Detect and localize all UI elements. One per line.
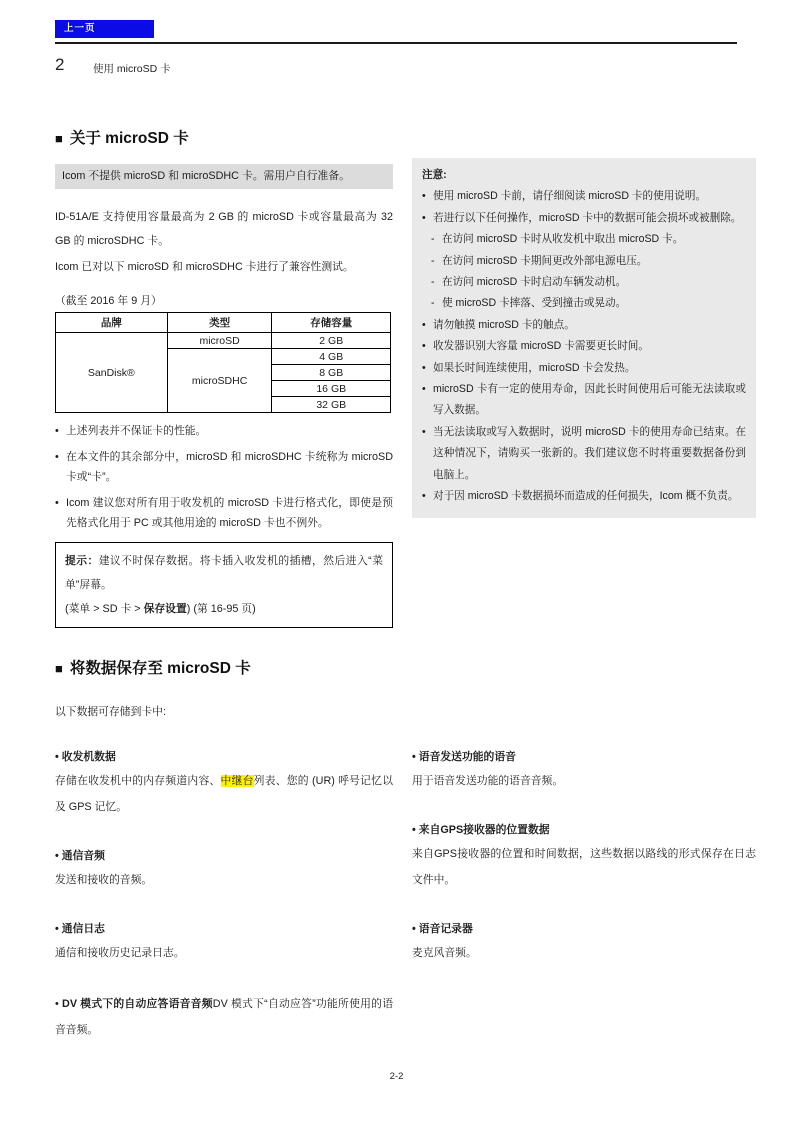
bullet-icon: • bbox=[55, 923, 59, 935]
save-item-body: 发送和接收的音频。 bbox=[55, 874, 153, 886]
save-right-column bbox=[412, 746, 756, 1068]
bullet-icon: • bbox=[55, 998, 59, 1010]
save-item-body: 麦克风音频。 bbox=[412, 947, 477, 959]
save-item-body: 来自GPS接收器的位置和时间数据，这些数据以路线的形式保存在日志文件中。 bbox=[412, 848, 756, 886]
dash-icon: - bbox=[431, 276, 435, 289]
bullet-icon: • bbox=[422, 340, 426, 353]
save-item-heading: • 语音发送功能的语音 bbox=[412, 751, 516, 763]
bullet-icon: • bbox=[55, 850, 59, 862]
notice-item: • 请勿触摸 microSD 卡的触点。 bbox=[422, 315, 746, 336]
dash-icon: - bbox=[431, 297, 435, 310]
page-number: 2-2 bbox=[389, 1071, 404, 1082]
tip-menu-path: (菜单 > SD 卡 > 保存设置) (第 16-95 页) bbox=[65, 602, 256, 615]
notice-item: • 若进行以下任何操作，microSD 卡中的数据可能会损坏或被删除。 bbox=[422, 208, 746, 229]
bullet-icon: • bbox=[422, 361, 426, 374]
table-header-type: 类型 bbox=[167, 313, 272, 333]
notice-item: • 收发器识别大容量 microSD 卡需要更长时间。 bbox=[422, 336, 746, 357]
table-row bbox=[56, 333, 391, 349]
capacity-cell: 32 GB bbox=[272, 397, 391, 413]
save-left-column bbox=[55, 746, 393, 1068]
save-item-inline: • DV 模式下的自动应答语音音频DV 模式下“自动应答”功能所使用的语音音频。 bbox=[55, 998, 394, 1036]
notice-label: 注意: bbox=[422, 169, 447, 181]
list-item bbox=[55, 493, 393, 534]
table-header-capacity: 存储容量 bbox=[272, 313, 391, 333]
save-item-heading: • 通信音频 bbox=[55, 850, 105, 862]
table-caption: （截至 2016 年 9 月） bbox=[55, 295, 162, 307]
notice-subitem: - 使 microSD 卡摔落、受到撞击或晃动。 bbox=[422, 293, 746, 314]
about-bullet-list bbox=[55, 421, 393, 534]
save-item-body: 用于语音发送功能的语音音频。 bbox=[412, 775, 564, 787]
tip-box bbox=[55, 542, 393, 628]
capacity-cell: 4 GB bbox=[272, 349, 391, 365]
save-item-gps-position bbox=[412, 819, 756, 893]
header-divider bbox=[55, 42, 737, 44]
save-item-heading: • 语音记录器 bbox=[412, 923, 473, 935]
list-item-text: 在本文件的其余部分中，microSD 和 microSDHC 卡统称为 microSD 卡或“卡”。 bbox=[66, 450, 393, 483]
save-item-body: 通信和接收历史记录日志。 bbox=[55, 947, 185, 959]
tip-text bbox=[65, 549, 383, 597]
bullet-icon: • bbox=[55, 496, 59, 509]
bullet-icon: • bbox=[422, 211, 426, 224]
capacity-cell: 2 GB bbox=[272, 333, 391, 349]
notice-subitem: - 在访问 microSD 卡时从收发机中取出 microSD 卡。 bbox=[422, 229, 746, 250]
about-section bbox=[55, 126, 393, 628]
save-section-title bbox=[55, 656, 756, 678]
save-item-dv-auto-reply bbox=[55, 991, 393, 1043]
save-item-communication-audio bbox=[55, 845, 393, 893]
capacity-cell: 16 GB bbox=[272, 381, 391, 397]
capacity-cell: 8 GB bbox=[272, 365, 391, 381]
save-title-text: 将数据保存至 microSD 卡 bbox=[69, 660, 251, 677]
notice-subitem: - 在访问 microSD 卡期间更改外部电源电压。 bbox=[422, 251, 746, 272]
save-item-heading: DV 模式下的自动应答语音音频 bbox=[62, 998, 213, 1010]
brand-cell: SanDisk® bbox=[56, 333, 168, 413]
chapter-number: 2 bbox=[55, 55, 65, 74]
chapter-title: 使用 microSD 卡 bbox=[93, 63, 171, 75]
square-bullet-icon: ■ bbox=[55, 131, 63, 146]
bullet-icon: • bbox=[422, 425, 426, 438]
notice-item: • 对于因 microSD 卡数据损坏而造成的任何损失，Icom 概不负责。 bbox=[422, 486, 746, 507]
list-item bbox=[55, 421, 393, 442]
save-item-heading: • 来自GPS接收器的位置数据 bbox=[412, 824, 550, 836]
about-title-text: 关于 microSD 卡 bbox=[69, 130, 189, 147]
preparation-note: Icom 不提供 microSD 和 microSDHC 卡。需用户自行准备。 bbox=[55, 164, 393, 189]
about-paragraph-2: Icom 已对以下 microSD 和 microSDHC 卡进行了兼容性测试。 bbox=[55, 261, 354, 273]
dash-icon: - bbox=[431, 233, 435, 246]
bullet-icon: • bbox=[55, 751, 59, 763]
list-item bbox=[55, 447, 393, 488]
notice-item: • 当无法读取或写入数据时，说明 microSD 卡的使用寿命已结束。在这种情况下，请购买一张新的。我们建议您不时将重要数据备份到电脑上。 bbox=[422, 422, 746, 486]
bullet-icon: • bbox=[412, 923, 416, 935]
table-header-brand: 品牌 bbox=[56, 313, 168, 333]
tip-body: 建议不时保存数据。将卡插入收发机的插槽，然后进入“菜单”屏幕。 bbox=[65, 554, 384, 591]
notice-item: • 使用 microSD 卡前，请仔细阅读 microSD 卡的使用说明。 bbox=[422, 186, 746, 207]
about-paragraph-1: ID-51A/E 支持使用容量最高为 2 GB 的 microSD 卡或容量最高为 32 GB 的 microSDHC 卡。 bbox=[55, 211, 393, 247]
notice-item: • microSD 卡有一定的使用寿命，因此长时间使用后可能无法读取或写入数据。 bbox=[422, 379, 746, 422]
bullet-icon: • bbox=[422, 490, 426, 503]
list-item-text: Icom 建议您对所有用于收发机的 microSD 卡进行格式化，即使是预先格式化用于 PC 或其他用途的 microSD 卡也不例外。 bbox=[66, 496, 393, 529]
save-item-voice-recorder bbox=[412, 918, 756, 966]
save-data-section bbox=[55, 656, 756, 1068]
table-header-row bbox=[56, 313, 391, 333]
save-item-voice-tx bbox=[412, 746, 756, 794]
save-item-heading: • 通信日志 bbox=[55, 923, 105, 935]
save-item-communication-log bbox=[55, 918, 393, 966]
type-cell-microsd: microSD bbox=[167, 333, 272, 349]
previous-page-button[interactable]: 上一页 bbox=[55, 20, 154, 38]
bullet-icon: • bbox=[55, 450, 59, 463]
notice-box bbox=[412, 158, 756, 518]
bullet-icon: • bbox=[422, 190, 426, 203]
save-item-transceiver-data bbox=[55, 746, 393, 820]
tip-label: 提示： bbox=[65, 554, 99, 567]
save-item-body: 存储在收发机中的内存频道内容、中继台列表、您的 (UR) 呼号记忆以及 GPS 记忆。 bbox=[55, 775, 394, 813]
highlighted-text: 中继台 bbox=[220, 775, 254, 787]
bullet-icon: • bbox=[412, 824, 416, 836]
save-intro: 以下数据可存储到卡中: bbox=[55, 706, 166, 718]
notice-item: • 如果长时间连续使用，microSD 卡会发热。 bbox=[422, 358, 746, 379]
bullet-icon: • bbox=[412, 751, 416, 763]
save-columns bbox=[55, 746, 756, 1068]
square-bullet-icon: ■ bbox=[55, 661, 63, 676]
notice-subitem: - 在访问 microSD 卡时启动车辆发动机。 bbox=[422, 272, 746, 293]
compatible-card-table bbox=[55, 312, 391, 413]
dash-icon: - bbox=[431, 254, 435, 267]
bullet-icon: • bbox=[422, 383, 426, 396]
type-cell-microsdhc: microSDHC bbox=[167, 349, 272, 413]
bullet-icon: • bbox=[422, 318, 426, 331]
notice-section bbox=[412, 158, 756, 518]
save-item-heading: • 收发机数据 bbox=[55, 751, 116, 763]
list-item-text: 上述列表并不保证卡的性能。 bbox=[66, 425, 207, 437]
about-section-title bbox=[55, 126, 393, 148]
tip-menu-path-bold: 保存设置 bbox=[143, 602, 187, 615]
bullet-icon: • bbox=[55, 425, 59, 437]
